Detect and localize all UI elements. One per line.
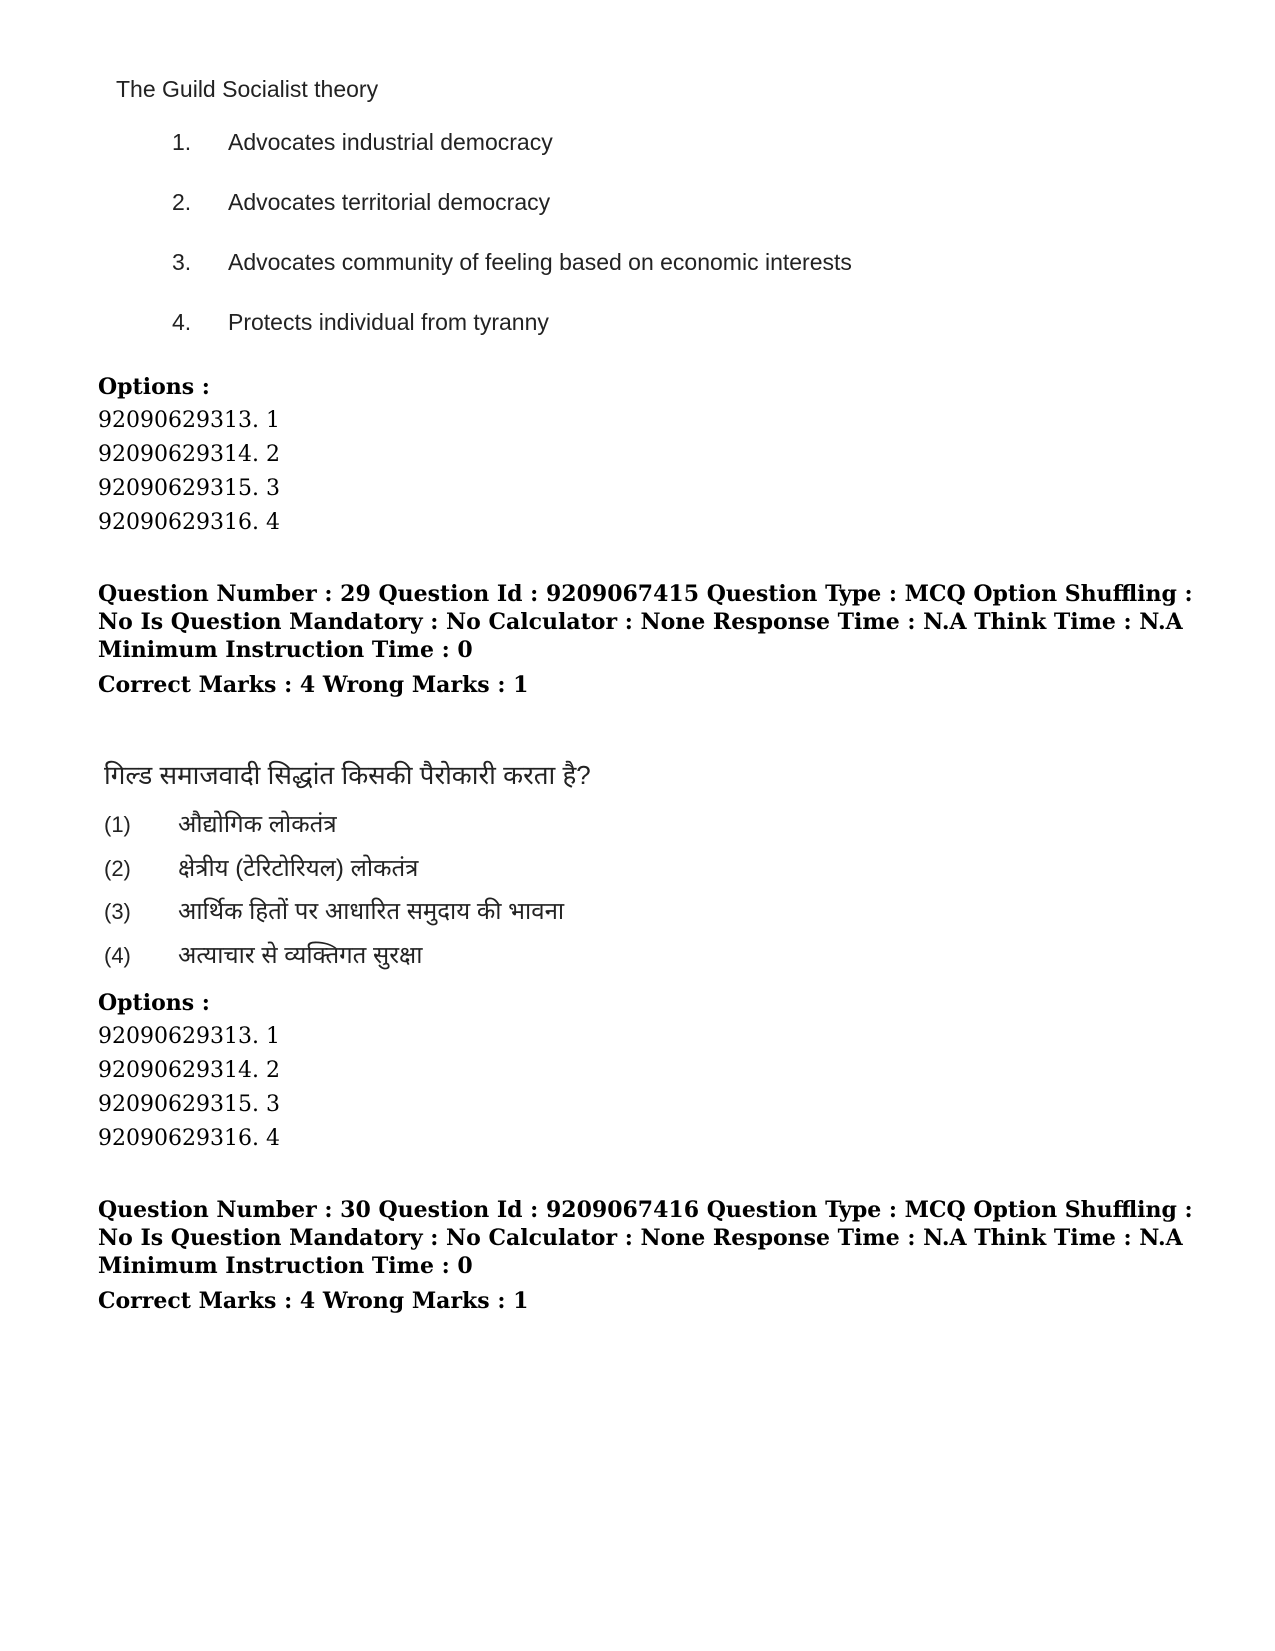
statement-item (172, 126, 900, 186)
statement-item (104, 895, 724, 939)
statement-item (104, 808, 724, 852)
question-image-hindi (104, 756, 724, 982)
statement-text: Advocates territorial democracy (228, 189, 551, 215)
statement-text: औद्योगिक लोकतंत्र (178, 811, 337, 838)
question-meta: Question Number : 29 Question Id : 9209067415 Question Type : MCQ Option Shuffling : No Is Question Mandatory : No Calculator : None Response Time : N.A Think Time : N.A Minimum Instruction Time : 0 (98, 581, 1193, 663)
question-image-english (100, 72, 900, 366)
statement-item (104, 939, 724, 983)
statement-item (172, 186, 900, 246)
statement-text: Advocates industrial democracy (228, 129, 553, 155)
statement-text: अत्याचार से व्यक्तिगत सुरक्षा (178, 941, 423, 969)
statement-text: Protects individual from tyranny (228, 309, 549, 335)
statement-number: (3) (104, 899, 131, 924)
options-label: Options : (98, 374, 210, 400)
statement-number: (2) (104, 855, 131, 881)
options-label: Options : (98, 990, 210, 1016)
question-meta: Question Number : 30 Question Id : 9209067416 Question Type : MCQ Option Shuffling : No Is Question Mandatory : No Calculator : None Response Time : N.A Think Time : N.A Minimum Instruction Time : 0 (98, 1197, 1193, 1279)
option-item: 92090629315. 3 (98, 1092, 280, 1117)
statement-text: आर्थिक हितों पर आधारित समुदाय की भावना (178, 898, 565, 925)
statement-text: क्षेत्रीय (टेरिटोरियल) लोकतंत्र (178, 854, 419, 882)
statement-text: Advocates community of feeling based on economic interests (228, 249, 852, 275)
question-heading: The Guild Socialist theory (116, 76, 379, 102)
statement-item (172, 246, 900, 306)
question-marks: Correct Marks : 4 Wrong Marks : 1 (98, 672, 529, 698)
option-item: 92090629316. 4 (98, 1126, 280, 1151)
statement-item (172, 306, 900, 366)
statement-number: 4. (172, 309, 192, 335)
statement-number: 3. (172, 249, 192, 275)
statement-number: (1) (104, 812, 131, 837)
question-meta-block (98, 580, 1198, 702)
option-item: 92090629316. 4 (98, 510, 280, 535)
option-item: 92090629314. 2 (98, 1058, 280, 1083)
question-meta-block (98, 1196, 1198, 1318)
option-item: 92090629313. 1 (98, 1024, 280, 1049)
question-heading: गिल्ड समाजवादी सिद्धांत किसकी पैरोकारी करता है? (104, 760, 591, 790)
statement-number: 2. (172, 189, 192, 215)
options-block (98, 370, 1198, 540)
options-block (98, 986, 1198, 1156)
statement-number: 1. (172, 129, 192, 155)
statement-number: (4) (104, 942, 131, 968)
statement-list (104, 808, 724, 982)
statement-list (100, 126, 900, 366)
question-marks: Correct Marks : 4 Wrong Marks : 1 (98, 1288, 529, 1314)
option-item: 92090629314. 2 (98, 442, 280, 467)
option-item: 92090629315. 3 (98, 476, 280, 501)
option-item: 92090629313. 1 (98, 408, 280, 433)
statement-item (104, 852, 724, 896)
